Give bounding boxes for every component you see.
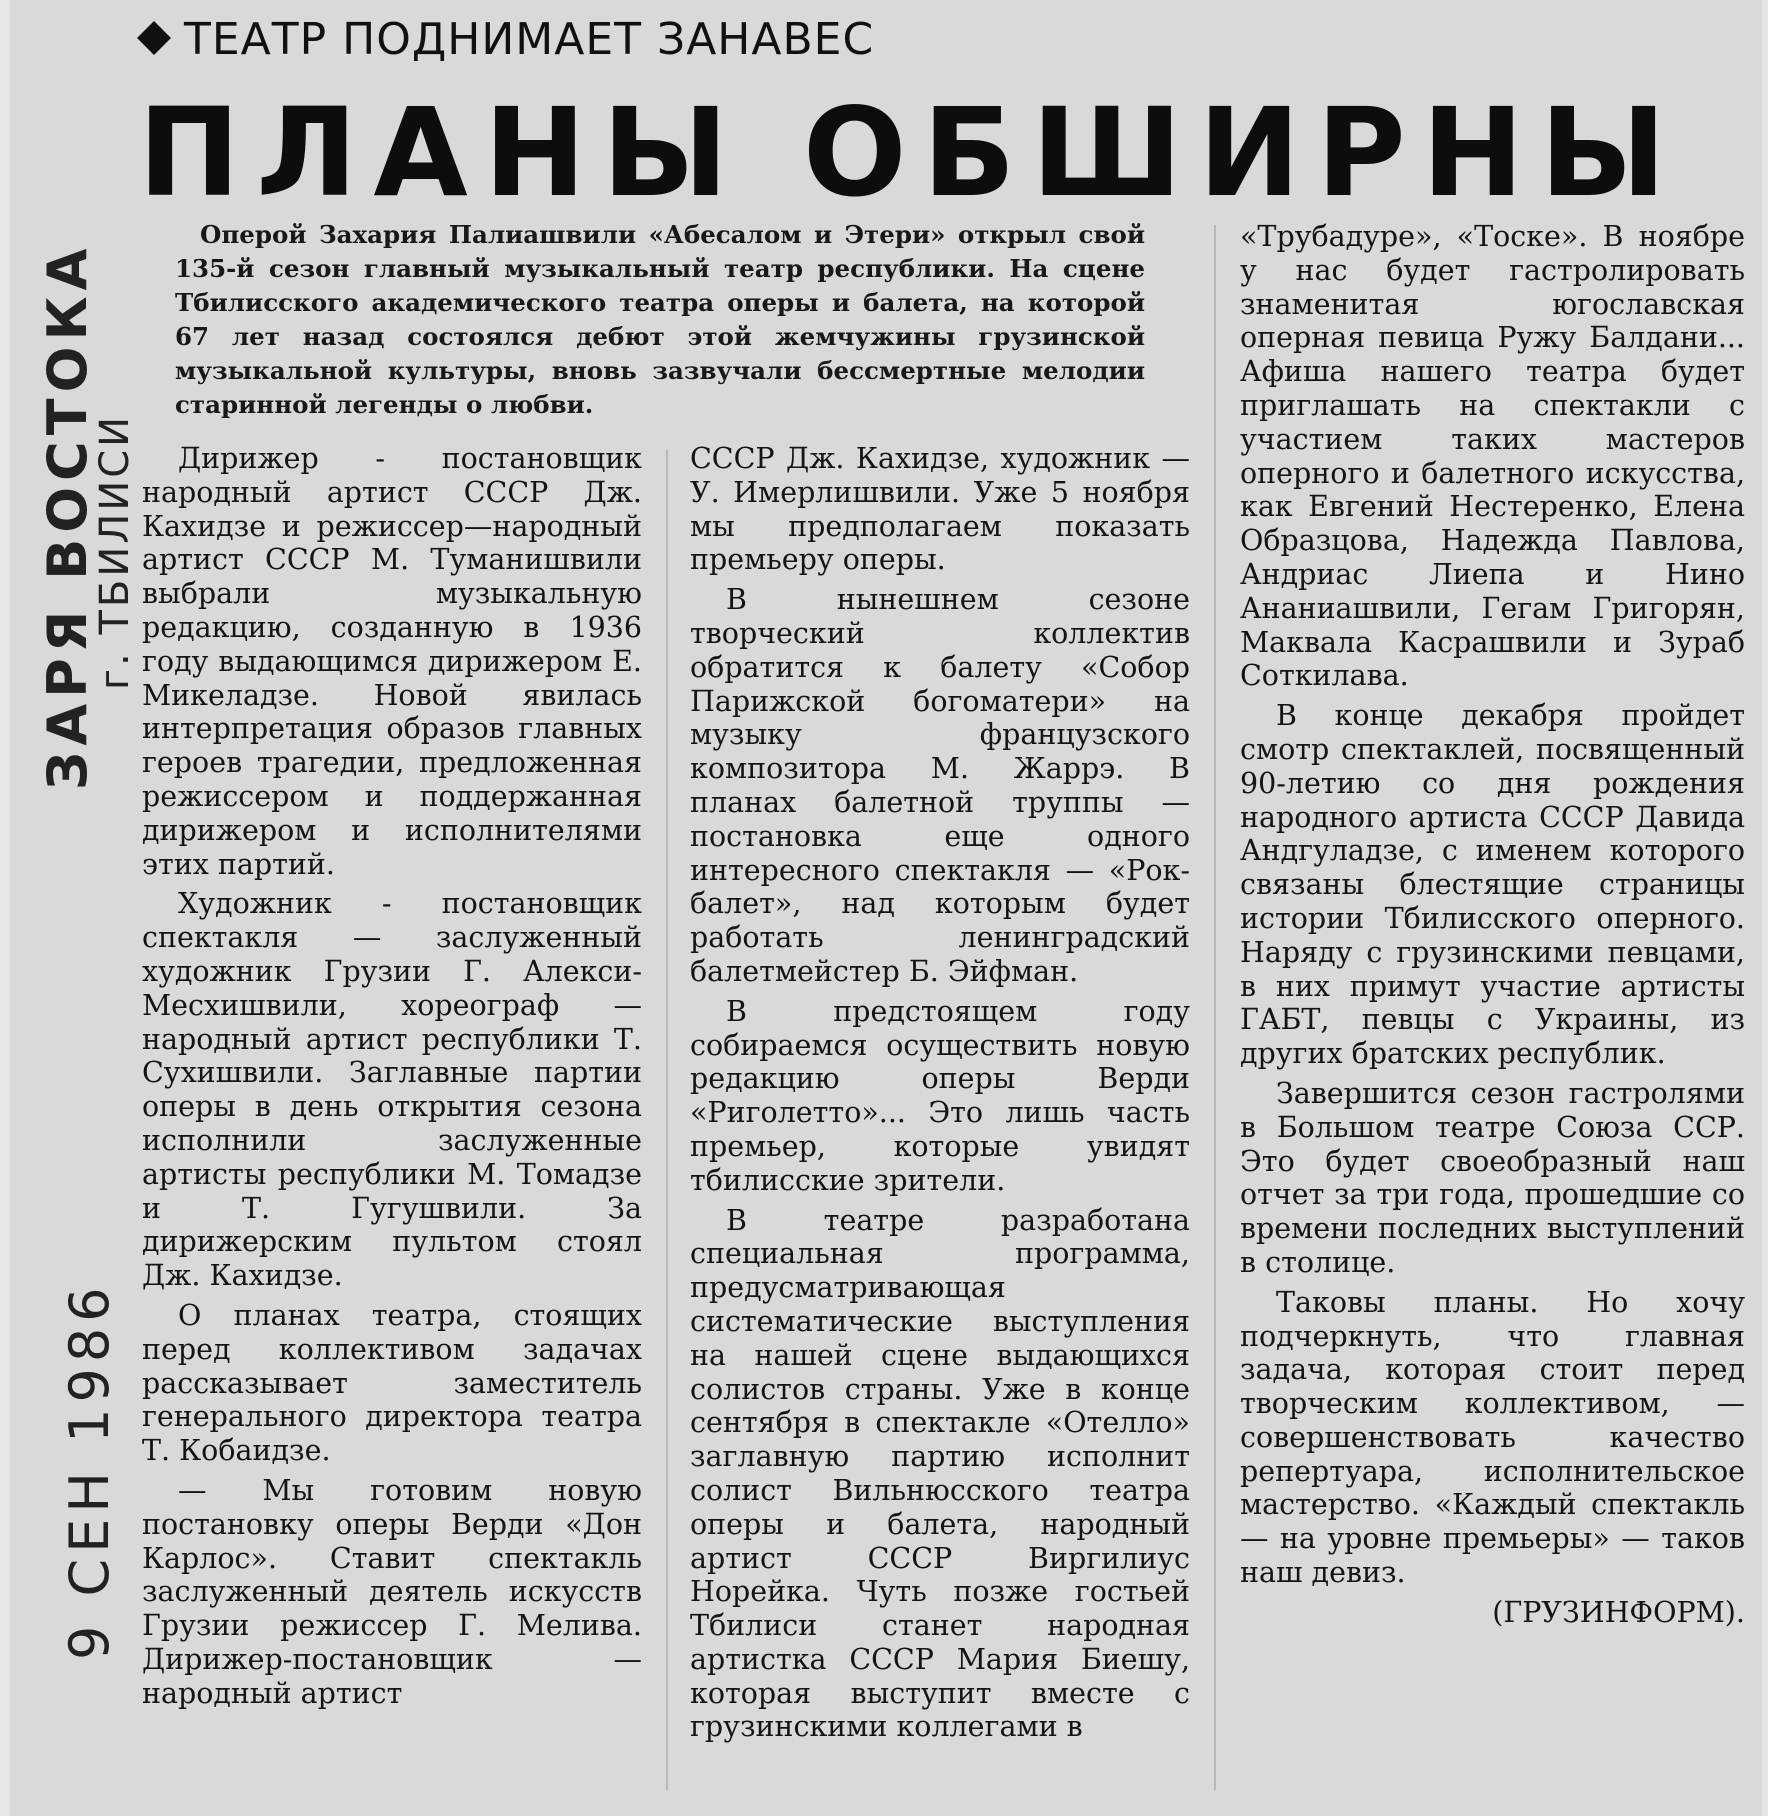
article-column-1 xyxy=(142,442,642,1716)
news-agency-credit: (ГРУЗИНФОРМ). xyxy=(1492,1595,1745,1629)
paragraph: Таковы планы. Но хочу подчеркнуть, что главная задача, которая стоит перед творческим коллективом, — совершенствовать качество репертуара, исполнительское мастерство. «Каждый спектакль — на уровне премьеры» — таков наш девиз. xyxy=(1240,1285,1745,1590)
rubric xyxy=(142,14,874,65)
paragraph: В конце декабря пройдет смотр спектаклей, посвященный 90-летию со дня рождения народного артиста СССР Давида Андгуладзе, с именем которого связаны блестящие страницы истории Тбилисского оперного. Наряду с грузинскими певцами, в них примут участие артисты ГАБТ, певцы с Украины, из других братских республик. xyxy=(1240,699,1745,1071)
paragraph: Завершится сезон гастролями в Большом театре Союза ССР. Это будет своеобразный наш отчет за три года, прошедшие со времени последних выступлений в столице. xyxy=(1240,1076,1745,1279)
article-column-3 xyxy=(1240,220,1745,1636)
column-divider xyxy=(1214,225,1216,1790)
paragraph: — Мы готовим новую постановку оперы Верди «Дон Карлос». Ставит спектакль заслуженный деятель искусств Грузии режиссер Г. Мелива. Дирижер-постановщик — народный артист xyxy=(142,1473,642,1710)
article-column-2 xyxy=(690,442,1190,1750)
paragraph: О планах театра, стоящих перед коллективом задачах рассказывает заместитель генерального директора театра Т. Кобаидзе. xyxy=(142,1298,642,1468)
stamp-newspaper-name: ЗАРЯ ВОСТОКА xyxy=(36,242,99,790)
stamp-date: 9 СЕН 1986 xyxy=(58,1281,121,1660)
paragraph: В предстоящем году собираемся осуществить новую редакцию оперы Верди «Риголетто»... Это лишь часть премьер, которые увидят тбилисские зрители. xyxy=(690,994,1190,1197)
paragraph: Дирижер - постановщик народный артист СССР Дж. Кахидзе и режиссер—народный артист СССР М. Туманишвили выбрали музыкальную редакцию, созданную в 1936 году выдающимся дирижером Е. Микеладзе. Новой явилась интерпретация образов главных героев трагедии, предложенная режиссером и поддержанная дирижером и исполнителями этих партий. xyxy=(142,442,642,881)
rubric-text: ТЕАТР ПОДНИМАЕТ ЗАНАВЕС xyxy=(184,14,875,65)
diamond-bullet-icon xyxy=(137,21,171,55)
paragraph: В нынешнем сезоне творческий коллектив обратится к балету «Собор Парижской богоматери» на музыку французского композитора М. Жаррэ. В планах балетной труппы — постановка еще одного интересного спектакля — «Рок-балет», над которым будет работать ленинградский балетмейстер Б. Эйфман. xyxy=(690,583,1190,988)
paragraph: В театре разработана специальная программа, предусматривающая систематические выступления на нашей сцене выдающихся солистов страны. Уже в конце сентября в спектакле «Отелло» заглавную партию исполнит солист Вильнюсского театра оперы и балета, народный артист СССР Виргилиус Норейка. Чуть позже гостьей Тбилиси станет народная артистка СССР Мария Биешу, которая выступит вместе с грузинскими коллегами в xyxy=(690,1203,1190,1744)
paragraph-continued: «Трубадуре», «Тоске». В ноябре у нас будет гастролировать знаменитая югославская оперная певица Ружу Балдани... Афиша нашего театра будет приглашать на спектакли с участием таких мастеров оперного и балетного искусства, как Евгений Нестеренко, Елена Образцова, Надежда Павлова, Андриас Лиепа и Нино Ананиашвили, Гегам Григорян, Маквала Касрашвили и Зураб Соткилава. xyxy=(1240,220,1745,693)
stamp-city: г. ТБИЛИСИ xyxy=(92,413,138,690)
headline: ПЛАНЫ ОБШИРНЫ xyxy=(138,82,1683,224)
paragraph: Художник - постановщик спектакля — заслуженный художник Грузии Г. Алекси-Месхишвили, хореограф — народный артист республики Т. Сухишвили. Заглавные партии оперы в день открытия сезона исполнили заслуженные артисты республики М. Томадзе и Т. Гугушвили. За дирижерским пультом стоял Дж. Кахидзе. xyxy=(142,887,642,1293)
column-divider xyxy=(666,450,668,1790)
lead-paragraph: Оперой Захария Палиашвили «Абесалом и Этери» открыл свой 135-й сезон главный музыкальный театр республики. На сцене Тбилисского академического театра оперы и балета, на которой 67 лет назад состоялся дебют этой жемчужины грузинской музыкальной культуры, вновь зазвучали бессмертные мелодии старинной легенды о любви. xyxy=(175,220,1145,419)
paragraph-continued: СССР Дж. Кахидзе, художник — У. Имерлишвили. Уже 5 ноября мы предполагаем показать премьеру оперы. xyxy=(690,442,1190,577)
